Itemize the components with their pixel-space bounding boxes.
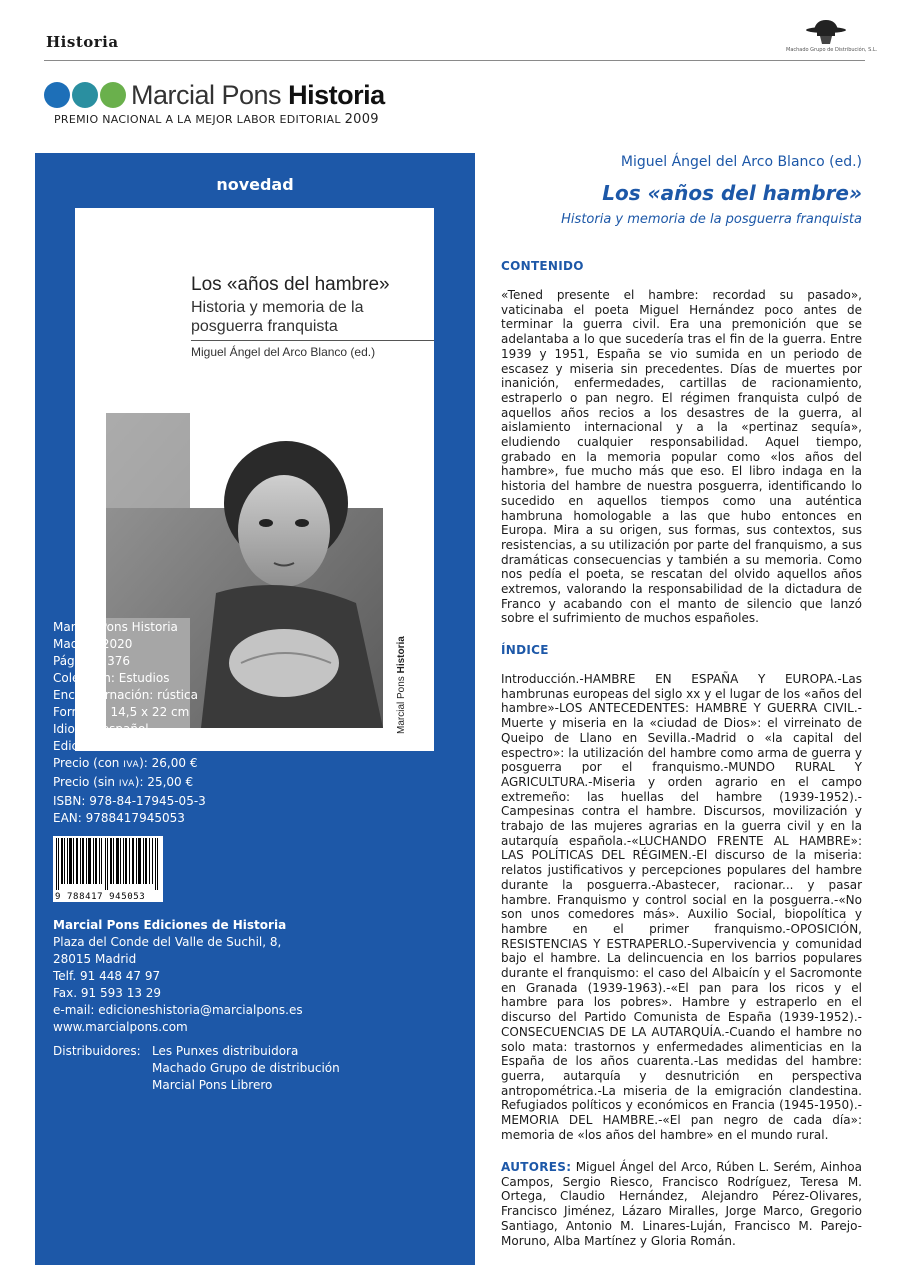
meta-edition: Edición: 1.ª — [53, 739, 122, 753]
meta-collection: Colección: Estudios — [53, 671, 170, 685]
cover-subtitle: Historia y memoria de la posguerra franquista — [191, 299, 364, 335]
publisher-phone: Telf. 91 448 47 97 — [53, 969, 161, 983]
publisher-email[interactable]: e-mail: edicioneshistoria@marcialpons.es — [53, 1003, 303, 1017]
barcode-icon — [53, 836, 163, 892]
barcode — [53, 836, 163, 902]
contenido-heading: CONTENIDO — [501, 259, 584, 273]
novelty-badge: novedad — [216, 175, 294, 194]
indice-text: Introducción.-HAMBRE EN ESPAÑA Y EUROPA.-Las hambrunas europeas del siglo xx y el lugar de los «años del hambre»-LOS ANTECEDENTES: HAMBRE Y GUERRA CIVIL.-Muerte y miseria en la «ciudad de Dios»: el virreinato de Queipo de Llano en Sevilla.-Madrid o «la capital del espectro»: la utilización del hambre como arma de guerra y posguerra por el franquismo.-MUNDO RURAL Y AGRICULTURA.-Miseria y orden agrario en el campo extremeño: las huellas del hambre (1939-1952).-Campesinas contra el hambre. Discursos, movilización y trabajo de las mujeres agrarias en la guerra civil y en la autarquía española.-«LUCHANDO FRENTE AL HAMBRE»: LAS POLÍTICAS DEL RÉGIMEN.-El discurso de la miseria: relatos justificativos y percepciones populares del hambre durante la posguerra.-Abastecer, racionar... y pasar hambre. Franquismo y control social en la posguerra.-«No son unos comedores más». Auxilio Social, biopolítica y hambre en el primer franquismo.-OPOSICIÓN, RESISTENCIAS Y ESTRAPERLO.-Supervivencia y comunidad bajo el hambre. La delincuencia en los barrios populares durante el franquismo: el caso del Albaicín y el Sacromonte en Granada (1939-1963).-«El pan para los ricos y el hambre para los pobres». Hambre y estraperlo en el discurso del Partido Comunista de España (1939-1952).-CONSECUENCIAS DE LA AUTARQUÍA.-Cuando el hambre no solo mata: trastornos y enfermedades alimenticias en la España de los años cuarenta.-Las medidas del hambre: guerra, autarquía y desnutrición en perspectiva antropométrica.-La miseria de la emigración clandestina. Refugiados políticos y económicos en Francia (1945-1950).-MEMORIA DEL HAMBRE.-«El pan negro de cada día»: memoria de «los años del hambre» en el mundo rural. — [501, 672, 862, 1142]
meta-language: Idioma: español — [53, 722, 149, 736]
indice-heading: ÍNDICE — [501, 643, 549, 657]
distributors — [53, 1043, 340, 1094]
book-author: Miguel Ángel del Arco Blanco (ed.) — [620, 154, 862, 170]
publisher-contact — [53, 917, 303, 1036]
brand-name-regular: Marcial Pons — [131, 79, 282, 110]
book-metadata — [53, 619, 206, 827]
meta-price-with-vat: Precio (con IVA): 26,00 € — [53, 756, 198, 770]
distributor-item: Les Punxes distribuidora — [152, 1044, 299, 1058]
distributor-item: Machado Grupo de distribución — [152, 1061, 340, 1075]
barcode-digits: 9 788417 945053 — [53, 892, 163, 902]
publisher-fax: Fax. 91 593 13 29 — [53, 986, 162, 1000]
brand-prize — [54, 112, 379, 127]
section-title: Historia — [46, 33, 119, 51]
meta-format: Formato: 14,5 x 22 cm — [53, 705, 190, 719]
meta-isbn: ISBN: 978-84-17945-05-3 — [53, 794, 206, 808]
distributor-item: Marcial Pons Librero — [152, 1078, 273, 1092]
meta-pages: Páginas: 376 — [53, 654, 130, 668]
meta-publisher: Marcial Pons Historia — [53, 620, 178, 634]
publisher-address-2: 28015 Madrid — [53, 952, 137, 966]
book-subtitle: Historia y memoria de la posguerra franquista — [561, 212, 862, 227]
autores-label: AUTORES: — [501, 1160, 572, 1174]
header-divider — [44, 60, 865, 61]
spine-collection: Historia — [396, 636, 407, 674]
publisher-website[interactable]: www.marcialpons.com — [53, 1020, 188, 1034]
publisher-brand — [44, 80, 385, 110]
meta-binding: Encuadernación: rústica — [53, 688, 198, 702]
distributor-label: Machado Grupo de Distribución, S.L. — [786, 47, 878, 53]
cover-spine-logo — [390, 636, 410, 736]
cover-divider — [191, 340, 434, 341]
cover-author: Miguel Ángel del Arco Blanco (ed.) — [191, 345, 376, 359]
brand-circles-icon — [44, 82, 126, 108]
autores-section — [501, 1160, 862, 1248]
distributors-label: Distribuidores: — [53, 1044, 141, 1058]
brand-name — [131, 80, 385, 111]
publisher-name: Marcial Pons Ediciones de Historia — [53, 918, 287, 932]
meta-ean: EAN: 9788417945053 — [53, 811, 185, 825]
autores-text: Miguel Ángel del Arco, Rúben L. Serém, Ainhoa Campos, Sergio Riesco, Francisco Rodríguez, Teresa M. Ortega, Claudio Hernández, Alejandro Pérez-Olivares, Francisco Jiménez, Lázaro Miralles, Jorge Marco, Gregorio Santiago, Antonio M. Linares-Luján, Francisco M. Parejo-Moruno, Alba Martínez y Gloria Román. — [501, 1160, 862, 1248]
publisher-address-1: Plaza del Conde del Valle de Suchil, 8, — [53, 935, 282, 949]
spine-publisher: Marcial Pons — [396, 676, 407, 734]
svg-text:Marcial Pons Historia — [396, 636, 407, 734]
cover-title: Los «años del hambre» — [191, 274, 390, 295]
book-title: Los «años del hambre» — [602, 181, 862, 205]
meta-price-without-vat: Precio (sin IVA): 25,00 € — [53, 775, 194, 789]
meta-place-year: Madrid, 2020 — [53, 637, 133, 651]
contenido-text: «Tened presente el hambre: recordad su pasado», vaticinaba el poeta Miguel Hernández poco antes de terminar la guerra civil. Era una premonición que se adelantaba a lo que sucedería tras el fin de la guerra. Entre 1939 y 1951, España se vio sumida en un periodo de escasez y miseria sin precedentes. Días de muertes por inanición, enfermedades, cartillas de racionamiento, estraperlo o pan negro. El régimen franquista culpó de aquellos años recios a los desastres de la guerra, al aislamiento internacional y a la «pertinaz sequía», eludiendo cualquier responsabilidad. Aquel tiempo, grabado en la memoria popular como «los años del hambre», fue mucho más que eso. El libro indaga en la historia del hambre de nuestra posguerra, identificando lo sucedido en aquellos tiempos como una auténtica hambruna homologable a las que hubo entonces en Europa. Mira a su origen, sus formas, sus contextos, sus resistencias, a su utilización por parte del franquismo, a sus dramáticas consecuencias y también a su memoria. Como nos pedía el poeta, se rescatan del olvido aquellos años extremos, valorando la responsabilidad de la dictadura de Franco y acabando con el manto de silencio que lanzó sobre el sufrimiento de muchos españoles. — [501, 288, 862, 626]
prize-year: 2009 — [344, 112, 379, 127]
prize-text: PREMIO NACIONAL A LA MEJOR LABOR EDITORIAL — [54, 113, 341, 126]
brand-name-bold: Historia — [288, 79, 385, 110]
